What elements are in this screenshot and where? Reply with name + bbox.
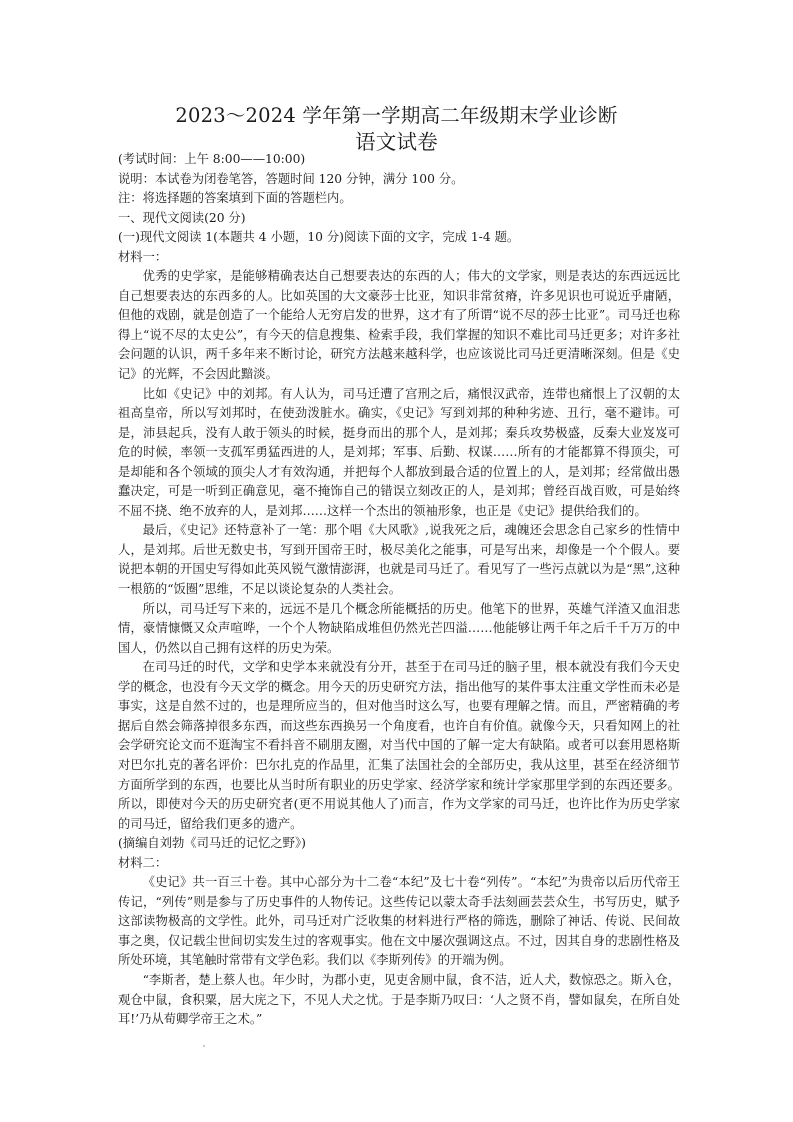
material-paragraph: 最后，《史记》还特意补了一笔：那个唱《大风歌》,说我死之后，魂魄还会思念自己家乡的性情中人，是刘邦。后世无数史书，写到开国帝王时，极尽美化之能事，可是写出来，却像是一个个假人。要说把本朝的开国史写得如此英风锐气激情澎湃，也就是司马迁了。看见写了一些污点就以为是“黑”,这种一根筋的“饭圈”思维，不足以谈论复杂的人类社会。	[118, 523, 680, 597]
material-paragraph: 优秀的史学家，是能够精确表达自己想要表达的东西的人；伟大的文学家，则是表达的东西远远比自己想要表达的东西多的人。比如英国的大文豪莎士比亚，知识非常贫瘠，许多见识也可说近乎庸陋，但他的戏剧，就是创造了一个能给人无穷启发的世界，这才有了所谓“说不尽的莎士比亚”。司马迁也称得上“说不尽的太史公”，有今天的信息搜集、检索手段，我们掌握的知识不难比司马迁更多；对许多社会问题的认识，两千多年来不断讨论，研究方法越来越科学，也应该说比司马迁更清晰深刻。但是《史记》的光辉，不会因此黯淡。	[118, 269, 680, 382]
material-label: 材料二：	[118, 855, 168, 870]
material-paragraph: 《史记》共一百三十卷。其中心部分为十二卷“本纪”及七十卷“列传”。“本纪”为贵帝以后历代帝王传记，“列传”则是参与了历史事件的人物传记。这些传记以蒙太奇手法刻画芸芸众生，书写历史，赋予这部读物极高的文学性。此外，司马迁对广泛收集的材料进行严格的筛选，删除了神话、传说、民间故事之奥，仅记载尘世间切实发生过的客观事实。他在文中屡次强调这点。不过，因其自身的悲剧性格及所处环境，其笔触时常带有文学色彩。我们以《李斯列传》的开端为例。	[118, 875, 680, 968]
section-heading: 一、现代文阅读(20 分)	[118, 210, 246, 225]
material-paragraph: 在司马迁的时代，文学和史学本来就没有分开，甚至于在司马迁的脑子里，根本就没有我们今天史学的概念，也没有今天文学的概念。用今天的历史研究方法，指出他写的某件事太注重文学性而未必是事实，这是自然不过的，也是理所应当的，但对他当时这么写，也要有理解之情。而且，严密精确的考据后自然会筛落掉很多东西，而这些东西换另一个角度看，也许自有价值。就像今天，只看知网上的社会学研究论文而不逛淘宝不看抖音不刷朋友圈，对当代中国的了解一定大有缺陷。或者可以套用恩格斯对巴尔扎克的著名评价：巴尔扎克的作品里，汇集了法国社会的全部历史，我从这里，甚至在经济细节方面所学到的东西，也要比从当时所有职业的历史学家、经济学家和统计学家那里学到的东西还要多。所以，即使对今天的历史研究者(更不用说其他人了)而言，作为文学家的司马迁，也许比作为历史学家的司马迁，留给我们更多的遗产。	[118, 660, 680, 831]
material-paragraph: 所以，司马迁写下来的，远远不是几个概念所能概括的历史。他笔下的世界，英雄气洋渣又血泪悲情，豪情慷慨又众声喧哗，一个个人物缺陷成堆但仍然光芒四溢……他能够让两千年之后千千万万的中国人，仍然以自己拥有这样的历史为荣。	[118, 601, 680, 655]
exam-instructions: 说明：本试卷为闭卷笔答，答题时间 120 分钟，满分 100 分。	[118, 171, 464, 186]
material-paragraph: 比如《史记》中的刘邦。有人认为，司马迁遭了宫刑之后，痛恨汉武帝，连带也痛恨上了汉朝的太祖高皇帝，所以写刘邦时，在使劲泼脏水。确实，《史记》写到刘邦的种种劣迹、丑行，毫不避讳。可是，沛县起兵，没有人敢于领头的时候，挺身而出的那个人，是刘邦；秦兵攻势极盛，反秦大业岌岌可危的时候，率领一支孤军勇猛西进的人，是刘邦；军事、后勤、权谋……所有的才能都算不得顶尖，可是却能和各个领域的顶尖人才有效沟通，并把每个人都放到最合适的位置上的人，是刘邦；经常做出愚蠢决定，可是一听到正确意见，毫不掩饰自己的错误立刻改正的人，是刘邦；曾经百战百败，可是始终不屈不挠、绝不放弃的人，是刘邦……这样一个杰出的领袖形象，也正是《史记》提供给我们的。	[118, 386, 680, 518]
exam-subject-title: 语文试卷	[355, 130, 438, 154]
exam-time: (考试时间：上午 8:00——10:00)	[118, 152, 306, 166]
sub-section-heading: (一)现代文阅读 1(本题共 4 小题，10 分)阅读下面的文字，完成 1-4 题。	[118, 230, 520, 245]
exam-title: 2023～2024 学年第一学期高二年级期末学业诊断	[175, 104, 618, 127]
material-label: 材料一：	[118, 249, 168, 264]
material-quote: “李斯者，楚上蔡人也。年少时，为郡小吏，见吏舍厕中鼠，食不洁，近人犬，数惊恐之。斯入仓，观仓中鼠，食积粟，居大庑之下，不见人犬之忧。于是李斯乃叹曰：‘人之贤不肖，譬如鼠矣，在所自处耳!’乃从荀卿学帝王之术。”	[118, 972, 680, 1027]
exam-note: 注：将选择题的答案填到下面的答题栏内。	[118, 191, 352, 206]
scan-speck	[203, 1045, 205, 1047]
material-source: (摘编自刘勃《司马迁的记忆之野》)	[118, 836, 306, 851]
exam-body	[118, 150, 680, 1030]
